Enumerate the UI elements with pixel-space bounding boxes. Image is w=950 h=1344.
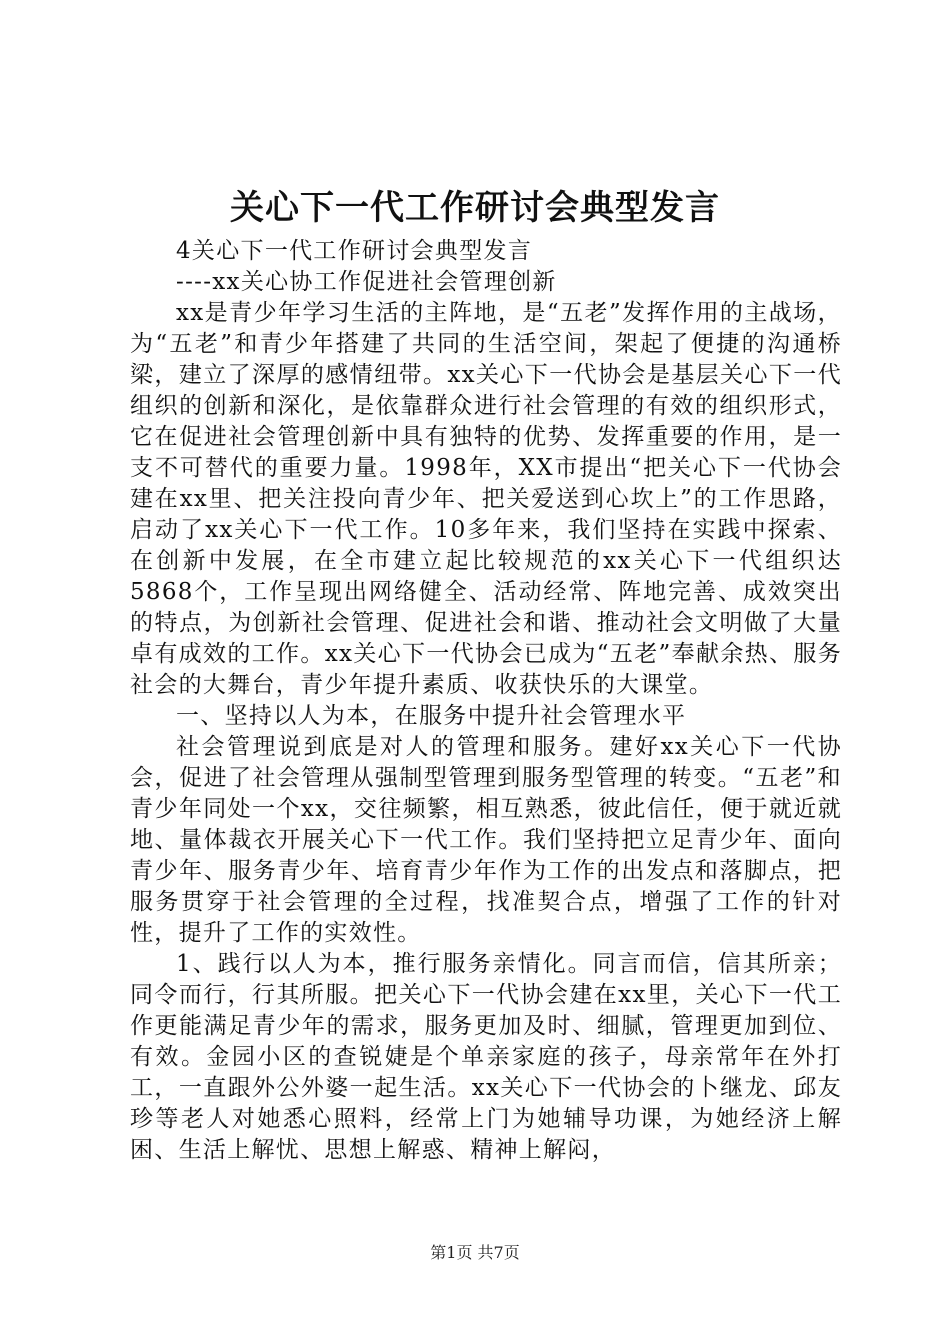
subtitle-line: 4关心下一代工作研讨会典型发言 <box>176 238 533 264</box>
document-title: 关心下一代工作研讨会典型发言 <box>230 188 720 228</box>
body-paragraph: xx是青少年学习生活的主阵地，是“五老”发挥作用的主战场，为“五老”和青少年搭建了共同的生活空间，架起了便捷的沟通桥梁，建立了深厚的感情纽带。xx关心下一代协会是基层关心下一代组织的创新和深化，是依靠群众进行社会管理的有效的组织形式，它在促进社会管理创新中具有独特的优势、发挥重要的作用，是一支不可替代的重要力量。1998年，XX市提出“把关心下一代协会建在xx里、把关注投向青少年、把关爱送到心坎上”的工作思路，启动了xx关心下一代工作。10多年来，我们坚持在实践中探索、在创新中发展，在全市建立起比较规范的xx关心下一代组织达5868个，工作呈现出网络健全、活动经常、阵地完善、成效突出的特点，为创新社会管理、促进社会和谐、推动社会文明做了大量卓有成效的工作。xx关心下一代协会已成为“五老”奉献余热、服务社会的大舞台，青少年提升素质、收获快乐的大课堂。 <box>130 300 842 698</box>
document-body <box>130 236 842 1166</box>
body-paragraph: 1、践行以人为本，推行服务亲情化。同言而信，信其所亲；同令而行，行其所服。把关心下一代协会建在xx里，关心下一代工作更能满足青少年的需求，服务更加及时、细腻，管理更加到位、有效。金园小区的查锐婕是个单亲家庭的孩子，母亲常年在外打工，一直跟外公外婆一起生活。xx关心下一代协会的卜继龙、邱友珍等老人对她悉心照料，经常上门为她辅导功课，为她经济上解困、生活上解忧、思想上解惑、精神上解闷， <box>130 951 842 1163</box>
subtitle-line: ----xx关心协工作促进社会管理创新 <box>176 269 557 295</box>
page-number-footer: 第1页 共7页 <box>430 1243 520 1262</box>
section-heading: 一、坚持以人为本，在服务中提升社会管理水平 <box>176 703 687 729</box>
body-paragraph: 社会管理说到底是对人的管理和服务。建好xx关心下一代协会，促进了社会管理从强制型管理到服务型管理的转变。“五老”和青少年同处一个xx，交往频繁，相互熟悉，彼此信任，便于就近就地、量体裁衣开展关心下一代工作。我们坚持把立足青少年、面向青少年、服务青少年、培育青少年作为工作的出发点和落脚点，把服务贯穿于社会管理的全过程，找准契合点，增强了工作的针对性，提升了工作的实效性。 <box>130 734 842 946</box>
